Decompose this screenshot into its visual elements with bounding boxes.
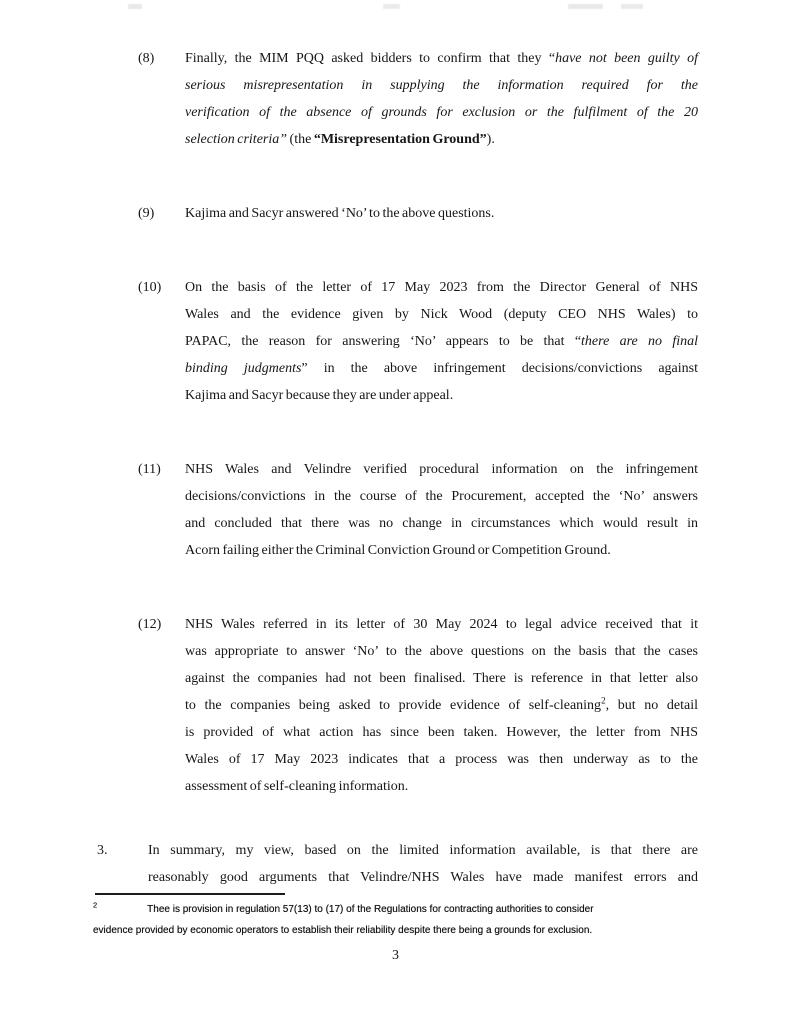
text-line: is provided of what action has since been taken. However, the letter from NHS bbox=[185, 725, 698, 740]
text-line: Acorn failing either the Criminal Conviction Ground or Competition Ground. bbox=[185, 543, 611, 558]
scan-artifact bbox=[128, 4, 688, 9]
paragraph-11 bbox=[138, 456, 698, 564]
text-line: Finally, the MIM PQQ asked bidders to confirm that they “have not been guilty of bbox=[185, 51, 698, 66]
text-line: to the companies being asked to provide evidence of self-cleaning$^2$, but no detail bbox=[185, 695, 698, 713]
text-line: Wales of 17 May 2023 indicates that a process was then underway as to the bbox=[185, 752, 698, 767]
paragraph-number: 3. bbox=[97, 843, 108, 858]
text-line: Wales and the evidence given by Nick Wood (deputy CEO NHS Wales) to bbox=[185, 307, 698, 322]
text-line: binding judgments” in the above infringement decisions/convictions against bbox=[185, 361, 698, 376]
footnote-marker: 2 bbox=[93, 900, 98, 910]
text-line: In summary, my view, based on the limited information available, is that there are bbox=[148, 843, 698, 858]
text-line: Kajima and Sacyr answered ‘No’ to the above questions. bbox=[185, 206, 495, 221]
footnote-text: evidence provided by economic operators to establish their reliability despite there being a grounds for exclusion. bbox=[93, 925, 593, 936]
text-line: reasonably good arguments that Velindre/NHS Wales have made manifest errors and bbox=[148, 870, 698, 885]
paragraph-number: (8) bbox=[138, 51, 155, 66]
text-line: NHS Wales and Velindre verified procedural information on the infringement bbox=[185, 462, 698, 477]
footnote-line bbox=[93, 920, 696, 941]
text-line: PAPAC, the reason for answering ‘No’ appears to be that “there are no final bbox=[185, 334, 698, 349]
page-number: 3 bbox=[392, 948, 399, 963]
text-line: and concluded that there was no change in circumstances which would result in bbox=[185, 516, 698, 531]
paragraph-body bbox=[185, 456, 698, 564]
text-line: verification of the absence of grounds for exclusion or the fulfilment of the 20 bbox=[185, 105, 698, 120]
paragraph-3-summary bbox=[97, 837, 698, 891]
paragraph-body bbox=[148, 837, 698, 891]
text-line: against the companies had not been finalised. There is reference in that letter also bbox=[185, 671, 698, 686]
text-line: selection criteria” (the “Misrepresentation Ground”). bbox=[185, 132, 495, 147]
paragraph-number: (11) bbox=[138, 462, 161, 477]
text-line: assessment of self-cleaning information. bbox=[185, 779, 409, 794]
paragraph-body bbox=[185, 611, 698, 800]
text-line: Kajima and Sacyr because they are under appeal. bbox=[185, 388, 454, 403]
text-line: was appropriate to answer ‘No’ to the above questions on the basis that the cases bbox=[185, 644, 698, 659]
footnote-line bbox=[93, 899, 696, 920]
footnote-text: Thee is provision in regulation 57(13) to (17) of the Regulations for contracting authorities to consider bbox=[147, 904, 594, 915]
text-line: decisions/convictions in the course of the Procurement, accepted the ‘No’ answers bbox=[185, 489, 698, 504]
paragraph-12 bbox=[138, 611, 698, 800]
text-line: serious misrepresentation in supplying the information required for the bbox=[185, 78, 698, 93]
paragraph-number: (10) bbox=[138, 280, 162, 295]
footnote-2 bbox=[93, 899, 696, 941]
paragraph-body bbox=[185, 45, 698, 153]
footnote-separator bbox=[95, 893, 285, 895]
paragraph-9 bbox=[138, 200, 698, 227]
paragraph-8 bbox=[138, 45, 698, 153]
text-line: On the basis of the letter of 17 May 2023 from the Director General of NHS bbox=[185, 280, 698, 295]
paragraph-body bbox=[185, 274, 698, 409]
paragraph-10 bbox=[138, 274, 698, 409]
paragraph-number: (12) bbox=[138, 617, 162, 632]
paragraph-number: (9) bbox=[138, 206, 155, 221]
paragraph-body bbox=[185, 200, 698, 227]
text-line: NHS Wales referred in its letter of 30 May 2024 to legal advice received that it bbox=[185, 617, 698, 632]
